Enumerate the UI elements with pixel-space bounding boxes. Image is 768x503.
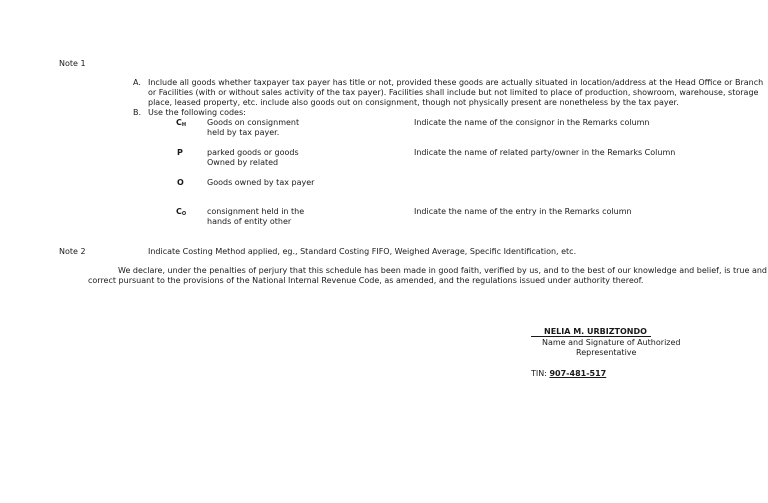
declaration-line-2: correct pursuant to the provisions of the National Internal Revenue Code, as amended, and the regulations issued under authority thereof. bbox=[88, 276, 644, 285]
note1-label: Note 1 bbox=[59, 59, 86, 68]
signatory-name: NELIA M. URBIZTONDO bbox=[544, 327, 647, 336]
item-b-letter: B. bbox=[133, 108, 142, 117]
item-a-line-3: place, leased property, etc. include also goods out on consignment, though not physically present are nonetheless by the tax payer. bbox=[148, 98, 679, 107]
code-p-desc-2: Owned by related bbox=[207, 158, 279, 167]
code-subscript: O bbox=[181, 211, 187, 217]
code-ch-desc-1: Goods on consignment bbox=[207, 118, 300, 127]
item-b-text: Use the following codes: bbox=[148, 108, 246, 117]
item-a-letter: A. bbox=[133, 78, 141, 87]
tin-value: 907-481-517 bbox=[549, 369, 607, 378]
note2-text: Indicate Costing Method applied, eg., Standard Costing FIFO, Weighed Average, Specific Identification, etc. bbox=[148, 247, 577, 256]
declaration-line-1: We declare, under the penalties of perjury that this schedule has been made in good faith, verified by us, and to the best of our knowledge and belief, is true and bbox=[118, 266, 768, 275]
signature-caption-line-2: Representative bbox=[576, 348, 637, 357]
note2-label: Note 2 bbox=[59, 247, 86, 256]
code-ch-remark: Indicate the name of the consignor in the Remarks column bbox=[414, 118, 650, 127]
code-letter: C bbox=[176, 207, 182, 216]
code-co bbox=[176, 207, 186, 219]
signature-caption-line-1: Name and Signature of Authorized bbox=[542, 338, 681, 347]
code-co-remark: Indicate the name of the entry in the Remarks column bbox=[414, 207, 632, 216]
code-co-desc-2: hands of entity other bbox=[207, 217, 292, 226]
tin-label: TIN: bbox=[531, 369, 547, 378]
code-p-desc-1: parked goods or goods bbox=[207, 148, 299, 157]
code-co-desc-1: consignment held in the bbox=[207, 207, 305, 216]
tin-row bbox=[531, 369, 606, 379]
code-p: P bbox=[177, 148, 183, 157]
code-letter: C bbox=[176, 118, 182, 127]
signature-line bbox=[531, 336, 651, 337]
code-ch-desc-2: held by tax payer. bbox=[207, 128, 280, 137]
code-ch bbox=[176, 118, 186, 130]
code-o: O bbox=[177, 178, 184, 187]
code-o-desc-1: Goods owned by tax payer bbox=[207, 178, 315, 187]
item-a-line-2: or Facilities (with or without sales activity of the tax payer). Facilities shall include but not limited to place of production, showroom, warehouse, storage bbox=[148, 88, 759, 97]
code-p-remark: Indicate the name of related party/owner in the Remarks Column bbox=[414, 148, 676, 157]
item-a-line-1: Include all goods whether taxpayer tax payer has title or not, provided these goods are actually situated in location/address at the Head Office or Branch bbox=[148, 78, 764, 87]
code-subscript: H bbox=[181, 122, 187, 128]
